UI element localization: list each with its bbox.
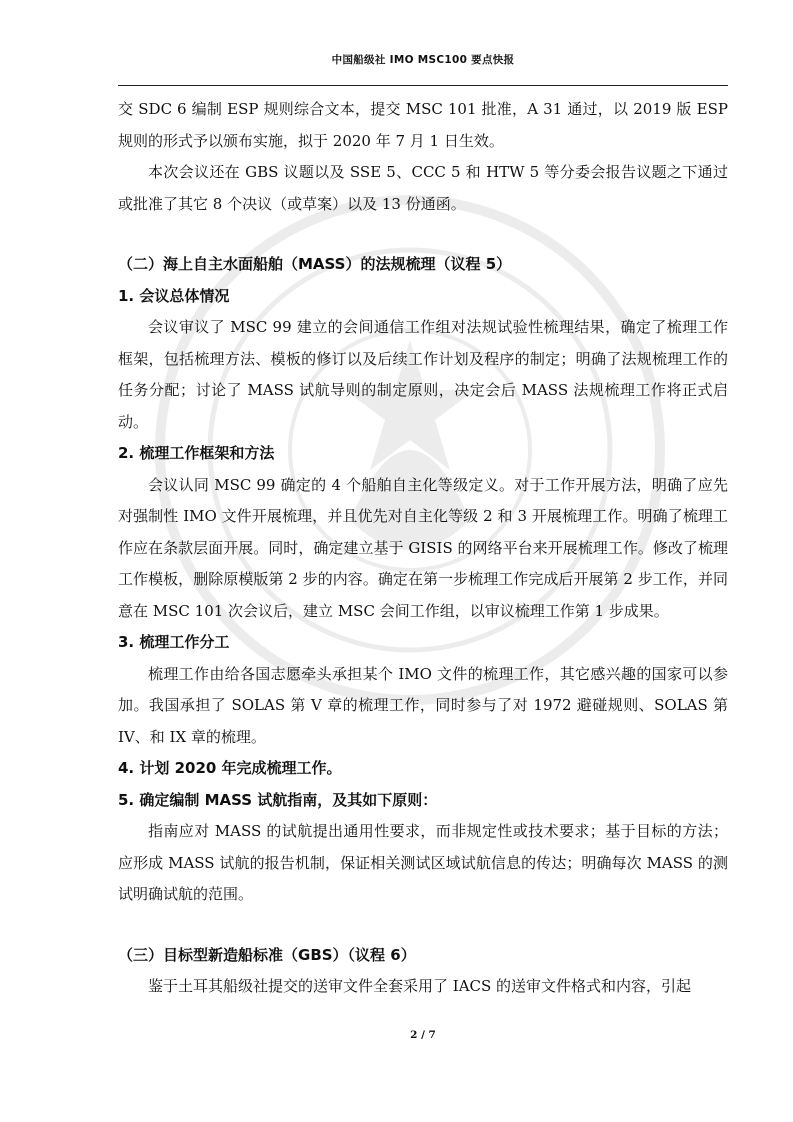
header-divider [118, 85, 728, 86]
subsection-heading: 1. 会议总体情况 [118, 286, 230, 305]
section-heading: （三）目标型新造船标准（GBS）（议程 6） [118, 945, 416, 964]
paragraph: 指南应对 MASS 的试航提出通用性要求，而非规定性或技术要求；基于目标的方法；应形成 MASS 试航的报告机制，保证相关测试区域试航信息的传达；明确每次 MASS 的测试明确试航的范围。 [118, 822, 728, 903]
document-body [118, 94, 728, 1003]
paragraph: 本次会议还在 GBS 议题以及 SSE 5、CCC 5 和 HTW 5 等分委会报告议题之下通过或批准了其它 8 个决议（或草案）以及 13 份通函。 [118, 163, 728, 213]
section-heading: （二）海上自主水面船舶（MASS）的法规梳理（议程 5） [118, 255, 512, 273]
paragraph: 会议认同 MSC 99 确定的 4 个船舶自主化等级定义。对于工作开展方法，明确了应先对强制性 IMO 文件开展梳理，并且优先对自主化等级 2 和 3 开展梳理工作。明确了梳理工作应在条款层面开展。同时，确定建立基于 GISIS 的网络平台来开展梳理工作。修改了梳理工作模板，删除原模版第 2 步的内容。确定在第一步梳理工作完成后开展第 2 步工作，并同意在 MSC 101 次会议后，建立 MSC 会间工作组，以审议梳理工作第 1 步成果。 [118, 475, 728, 620]
paragraph: 鉴于土耳其船级社提交的送审文件全套采用了 IACS 的送审文件格式和内容，引起 [148, 977, 692, 995]
subsection-heading: 5. 确定编制 MASS 试航指南，及其如下原则： [118, 790, 438, 809]
subsection-heading: 2. 梳理工作框架和方法 [118, 444, 275, 462]
page-number: 2 / 7 [410, 1029, 436, 1041]
paragraph: 会议审议了 MSC 99 建立的会间通信工作组对法规试验性梳理结果，确定了梳理工作框架，包括梳理方法、模板的修订以及后续工作计划及程序的制定；明确了法规梳理工作的任务分配；讨论了 MASS 试航导则的制定原则，决定会后 MASS 法规梳理工作将正式启动。 [118, 318, 728, 431]
spacer [118, 220, 728, 249]
running-header: 中国船级社 IMO MSC100 要点快报 [331, 54, 515, 66]
subsection-heading: 4. 计划 2020 年完成梳理工作。 [118, 759, 342, 777]
paragraph: 梳理工作由给各国志愿牵头承担某个 IMO 文件的梳理工作，其它感兴趣的国家可以参加。我国承担了 SOLAS 第 V 章的梳理工作，同时参与了对 1972 避碰规则、SOLAS 第 IV、和 IX 章的梳理。 [118, 664, 728, 746]
subsection-heading: 3. 梳理工作分工 [118, 633, 230, 651]
paragraph: 交 SDC 6 编制 ESP 规则综合文本，提交 MSC 101 批准，A 31 通过，以 2019 版 ESP 规则的形式予以颁布实施，拟于 2020 年 7 月 1 日生效。 [118, 100, 728, 150]
spacer [118, 911, 728, 940]
